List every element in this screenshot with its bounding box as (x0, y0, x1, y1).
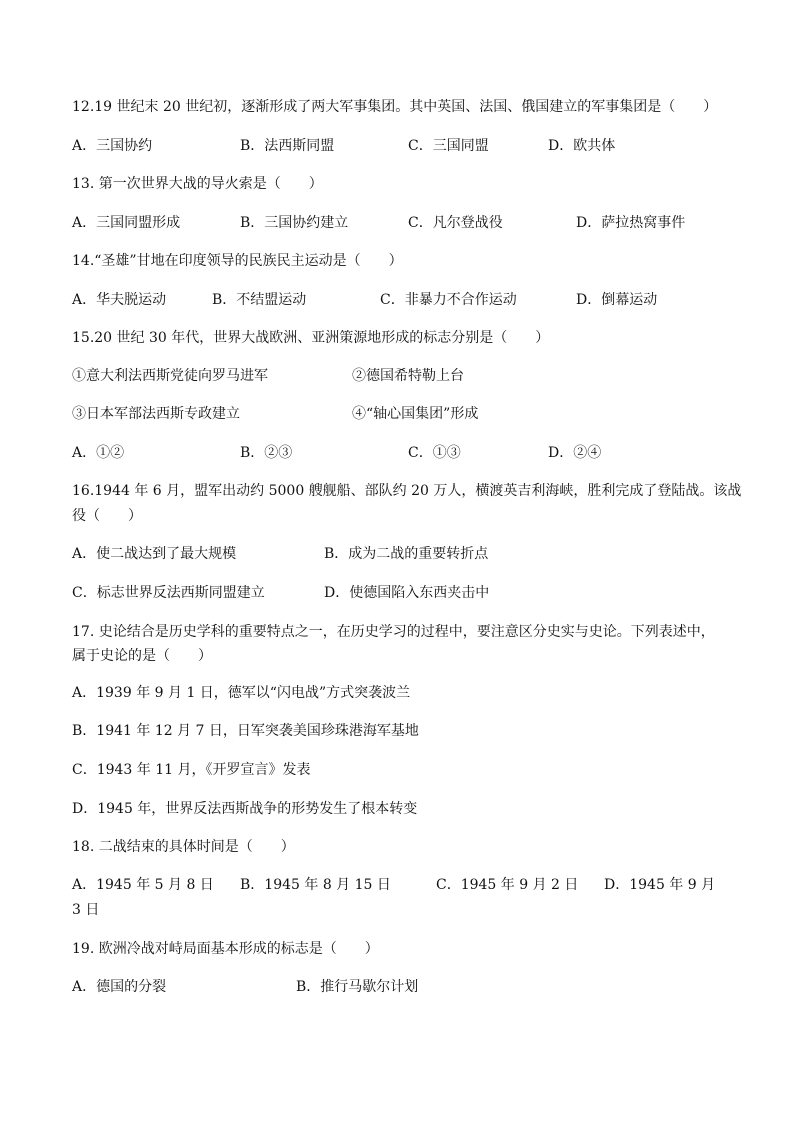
q16-option-c: C．标志世界反法西斯同盟建立 (72, 585, 265, 601)
q18-option-a: A．1945 年 5 月 8 日 (72, 877, 214, 893)
q13-option-c: C．凡尔登战役 (408, 215, 503, 231)
question-19-stem: 19. 欧洲冷战对峙局面基本形成的标志是（ ） (72, 941, 379, 957)
q13-option-a: A．三国同盟形成 (72, 215, 181, 231)
q12-option-c: C．三国同盟 (408, 138, 489, 154)
question-18-stem: 18. 二战结束的具体时间是（ ） (72, 839, 295, 855)
q17-option-a: A．1939 年 9 月 1 日，德军以“闪电战”方式突袭波兰 (72, 685, 411, 701)
q15-option-b: B．②③ (240, 445, 293, 461)
question-16-stem-line-1: 16.1944 年 6 月，盟军出动约 5000 艘舰船、部队约 20 万人，横渡英吉利海峡，胜利完成了登陆战。该战 (72, 483, 742, 499)
q12-option-d: D．欧共体 (548, 138, 616, 154)
question-15-stem: 15.20 世纪 30 年代，世界大战欧洲、亚洲策源地形成的标志分别是（ ） (72, 330, 550, 346)
q16-option-b: B．成为二战的重要转折点 (324, 546, 489, 562)
q15-statement-2: ②德国希特勒上台 (352, 368, 464, 384)
q15-option-c: C．①③ (408, 445, 461, 461)
question-16-stem-line-2: 役（ ） (72, 508, 142, 524)
q12-option-a: A．三国协约 (72, 138, 153, 154)
q12-option-b: B．法西斯同盟 (240, 138, 335, 154)
question-17-stem-line-2: 属于史论的是（ ） (72, 648, 212, 664)
question-14-stem: 14.“圣雄”甘地在印度领导的民族民主运动是（ ） (72, 253, 403, 269)
q14-option-b: B．不结盟运动 (212, 292, 307, 308)
q18-option-c: C．1945 年 9 月 2 日 (436, 877, 579, 893)
q15-option-d: D．②④ (548, 445, 602, 461)
q16-option-a: A．使二战达到了最大规模 (72, 546, 237, 562)
q15-option-a: A．①② (72, 445, 125, 461)
q13-option-b: B．三国协约建立 (240, 215, 349, 231)
q15-statement-3: ③日本军部法西斯专政建立 (72, 406, 240, 422)
q19-option-a: A．德国的分裂 (72, 979, 167, 995)
q13-option-d: D．萨拉热窝事件 (576, 215, 686, 231)
q14-option-c: C．非暴力不合作运动 (380, 292, 517, 308)
q17-option-d: D．1945 年，世界反法西斯战争的形势发生了根本转变 (72, 801, 418, 817)
q15-statement-4: ④“轴心国集团”形成 (352, 406, 479, 422)
q14-option-d: D．倒幕运动 (576, 292, 658, 308)
q16-option-d: D．使德国陷入东西夹击中 (324, 585, 490, 601)
q15-statement-1: ①意大利法西斯党徒向罗马进军 (72, 368, 268, 384)
question-12-stem: 12.19 世纪末 20 世纪初，逐渐形成了两大军事集团。其中英国、法国、俄国建立的军事集团是（ ） (72, 99, 718, 115)
q18-option-b: B．1945 年 8 月 15 日 (240, 877, 391, 893)
q14-option-a: A．华夫脱运动 (72, 292, 167, 308)
question-13-stem: 13. 第一次世界大战的导火索是（ ） (72, 176, 323, 192)
q17-option-b: B．1941 年 12 月 7 日，日军突袭美国珍珠港海军基地 (72, 723, 419, 739)
q19-option-b: B．推行马歇尔计划 (296, 979, 419, 995)
q18-option-d: D．1945 年 9 月 (604, 877, 716, 893)
q18-option-d-continuation: 3 日 (72, 902, 100, 918)
q17-option-c: C．1943 年 11 月，《开罗宣言》发表 (72, 762, 311, 778)
question-17-stem-line-1: 17. 史论结合是历史学科的重要特点之一，在历史学习的过程中，要注意区分史实与史论。下列表述中， (72, 624, 715, 640)
